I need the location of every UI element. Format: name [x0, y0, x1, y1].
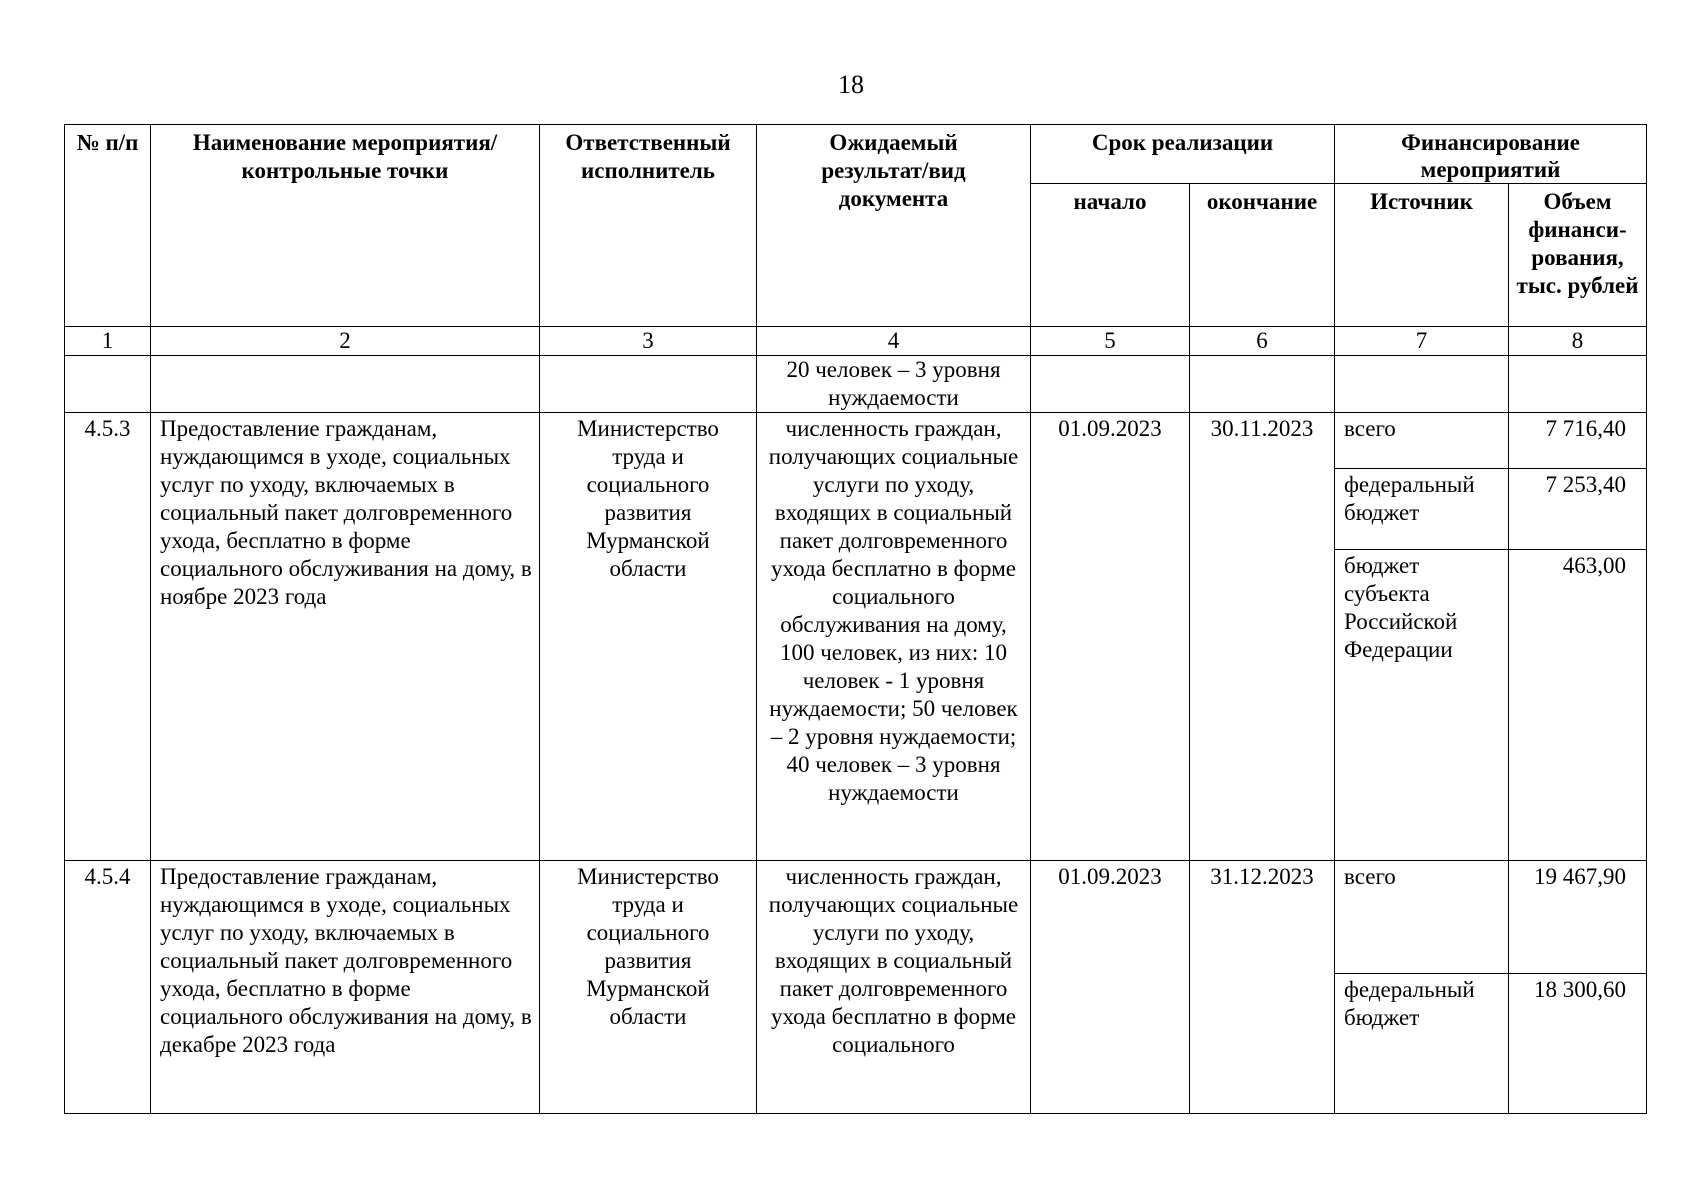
- header-start: начало: [1031, 184, 1190, 327]
- col-number: 6: [1190, 327, 1335, 356]
- header-result: Ожидаемый результат/вид документа: [757, 125, 1031, 327]
- empty-cell: [1509, 356, 1647, 413]
- activities-table: [64, 124, 1647, 1114]
- financing-amount: 18 300,60: [1509, 974, 1647, 1114]
- continuation-text: 20 человек – 3 уровня нуждаемости: [757, 356, 1031, 413]
- empty-cell: [1190, 356, 1335, 413]
- col-number: 5: [1031, 327, 1190, 356]
- col-number: 3: [540, 327, 757, 356]
- row-responsible: Министерство труда и социального развития Мурманской области: [540, 413, 757, 861]
- column-numbers-row: [65, 327, 1647, 356]
- financing-amount: 463,00: [1509, 550, 1647, 861]
- row-end: 31.12.2023: [1190, 861, 1335, 1114]
- col-number: 7: [1335, 327, 1509, 356]
- col-number: 2: [151, 327, 540, 356]
- header-source: Источник: [1335, 184, 1509, 327]
- financing-source: всего: [1335, 413, 1509, 469]
- empty-cell: [1335, 356, 1509, 413]
- empty-cell: [540, 356, 757, 413]
- row-name: Предоставление гражданам, нуждающимся в уходе, социальных услуг по уходу, включаемых в социальный пакет долговременного ухода, бесплатно в форме социального обслуживания на дому, в ноябре 2023 года: [151, 413, 540, 861]
- financing-source: федеральный бюджет: [1335, 974, 1509, 1114]
- row-num: 4.5.4: [65, 861, 151, 1114]
- table-row: [65, 861, 1647, 974]
- row-result: численность граждан, получающих социальные услуги по уходу, входящих в социальный пакет долговременного ухода бесплатно в форме социального обслуживания на дому, 100 человек, из них: 10 человек - 1 уровня нуждаемости; 50 человек – 2 уровня нуждаемости; 40 человек – 3 уровня нуждаемости: [757, 413, 1031, 861]
- empty-cell: [65, 356, 151, 413]
- row-start: 01.09.2023: [1031, 413, 1190, 861]
- financing-source: бюджет субъекта Российской Федерации: [1335, 550, 1509, 861]
- col-number: 4: [757, 327, 1031, 356]
- header-responsible: Ответственный исполнитель: [540, 125, 757, 327]
- header-volume: Объем финанси- рования, тыс. рублей: [1509, 184, 1647, 327]
- financing-amount: 7 716,40: [1509, 413, 1647, 469]
- row-end: 30.11.2023: [1190, 413, 1335, 861]
- col-number: 1: [65, 327, 151, 356]
- header-term: Срок реализации: [1031, 125, 1335, 184]
- header-end: окончание: [1190, 184, 1335, 327]
- row-start: 01.09.2023: [1031, 861, 1190, 1114]
- header-financing: Финансирование мероприятий: [1335, 125, 1647, 184]
- col-number: 8: [1509, 327, 1647, 356]
- financing-source: федеральный бюджет: [1335, 469, 1509, 550]
- financing-amount: 19 467,90: [1509, 861, 1647, 974]
- continuation-row: [65, 356, 1647, 413]
- empty-cell: [1031, 356, 1190, 413]
- header-num: № п/п: [65, 125, 151, 327]
- row-responsible: Министерство труда и социального развития Мурманской области: [540, 861, 757, 1114]
- page-number: 18: [838, 70, 864, 99]
- financing-amount: 7 253,40: [1509, 469, 1647, 550]
- row-name: Предоставление гражданам, нуждающимся в уходе, социальных услуг по уходу, включаемых в социальный пакет долговременного ухода, бесплатно в форме социального обслуживания на дому, в декабре 2023 года: [151, 861, 540, 1114]
- row-result: численность граждан, получающих социальные услуги по уходу, входящих в социальный пакет долговременного ухода бесплатно в форме социального: [757, 861, 1031, 1114]
- table-row: [65, 413, 1647, 469]
- header-row: [65, 125, 1647, 184]
- header-name: Наименование мероприятия/ контрольные точки: [151, 125, 540, 327]
- empty-cell: [151, 356, 540, 413]
- row-num: 4.5.3: [65, 413, 151, 861]
- financing-source: всего: [1335, 861, 1509, 974]
